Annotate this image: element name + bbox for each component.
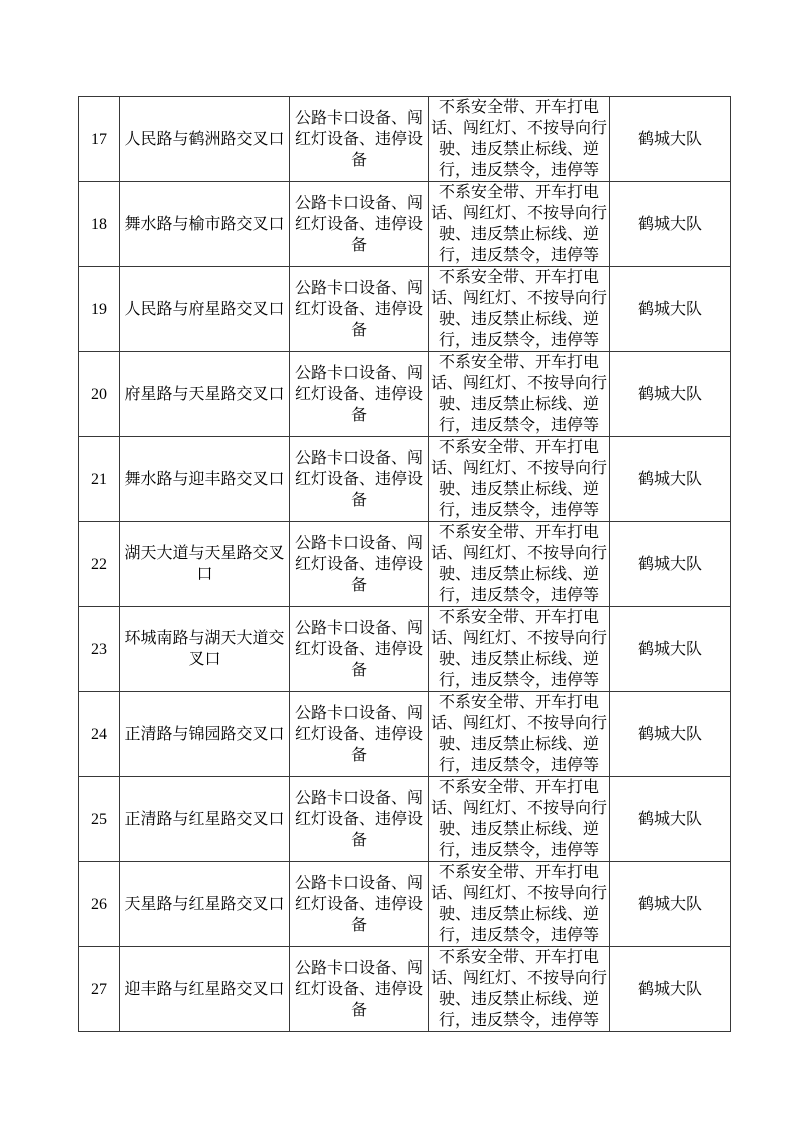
unit-cell: 鹤城大队 xyxy=(610,947,731,1032)
table-row xyxy=(79,947,731,1032)
row-number-cell: 18 xyxy=(79,182,120,267)
intersection-location-cell: 府星路与天星路交叉口 xyxy=(120,352,290,437)
equipment-cell: 公路卡口设备、闯红灯设备、违停设备 xyxy=(290,947,429,1032)
equipment-cell: 公路卡口设备、闯红灯设备、违停设备 xyxy=(290,267,429,352)
unit-cell: 鹤城大队 xyxy=(610,607,731,692)
row-number-cell: 25 xyxy=(79,777,120,862)
violations-cell: 不系安全带、开车打电话、闯红灯、不按导向行驶、违反禁止标线、逆行，违反禁令，违停等 xyxy=(429,267,610,352)
intersection-location-cell: 天星路与红星路交叉口 xyxy=(120,862,290,947)
violations-cell: 不系安全带、开车打电话、闯红灯、不按导向行驶、违反禁止标线、逆行，违反禁令，违停等 xyxy=(429,777,610,862)
equipment-cell: 公路卡口设备、闯红灯设备、违停设备 xyxy=(290,522,429,607)
row-number-cell: 23 xyxy=(79,607,120,692)
row-number-cell: 24 xyxy=(79,692,120,777)
equipment-cell: 公路卡口设备、闯红灯设备、违停设备 xyxy=(290,607,429,692)
table-row xyxy=(79,437,731,522)
table-row xyxy=(79,267,731,352)
unit-cell: 鹤城大队 xyxy=(610,862,731,947)
row-number-cell: 17 xyxy=(79,97,120,182)
unit-cell: 鹤城大队 xyxy=(610,777,731,862)
unit-cell: 鹤城大队 xyxy=(610,267,731,352)
table-row xyxy=(79,352,731,437)
unit-cell: 鹤城大队 xyxy=(610,97,731,182)
monitoring-points-table xyxy=(78,96,731,1032)
equipment-cell: 公路卡口设备、闯红灯设备、违停设备 xyxy=(290,437,429,522)
table-row xyxy=(79,607,731,692)
equipment-cell: 公路卡口设备、闯红灯设备、违停设备 xyxy=(290,777,429,862)
violations-cell: 不系安全带、开车打电话、闯红灯、不按导向行驶、违反禁止标线、逆行，违反禁令，违停等 xyxy=(429,437,610,522)
unit-cell: 鹤城大队 xyxy=(610,522,731,607)
intersection-location-cell: 迎丰路与红星路交叉口 xyxy=(120,947,290,1032)
table-row xyxy=(79,777,731,862)
equipment-cell: 公路卡口设备、闯红灯设备、违停设备 xyxy=(290,97,429,182)
equipment-cell: 公路卡口设备、闯红灯设备、违停设备 xyxy=(290,862,429,947)
violations-cell: 不系安全带、开车打电话、闯红灯、不按导向行驶、违反禁止标线、逆行，违反禁令，违停等 xyxy=(429,862,610,947)
intersection-location-cell: 人民路与鹤洲路交叉口 xyxy=(120,97,290,182)
violations-cell: 不系安全带、开车打电话、闯红灯、不按导向行驶、违反禁止标线、逆行，违反禁令，违停等 xyxy=(429,352,610,437)
row-number-cell: 21 xyxy=(79,437,120,522)
equipment-cell: 公路卡口设备、闯红灯设备、违停设备 xyxy=(290,692,429,777)
row-number-cell: 22 xyxy=(79,522,120,607)
unit-cell: 鹤城大队 xyxy=(610,182,731,267)
table-row xyxy=(79,522,731,607)
intersection-location-cell: 正清路与锦园路交叉口 xyxy=(120,692,290,777)
equipment-cell: 公路卡口设备、闯红灯设备、违停设备 xyxy=(290,352,429,437)
intersection-location-cell: 人民路与府星路交叉口 xyxy=(120,267,290,352)
row-number-cell: 27 xyxy=(79,947,120,1032)
intersection-location-cell: 舞水路与榆市路交叉口 xyxy=(120,182,290,267)
intersection-location-cell: 舞水路与迎丰路交叉口 xyxy=(120,437,290,522)
table-row xyxy=(79,182,731,267)
table-row xyxy=(79,97,731,182)
table-row xyxy=(79,862,731,947)
intersection-location-cell: 正清路与红星路交叉口 xyxy=(120,777,290,862)
violations-cell: 不系安全带、开车打电话、闯红灯、不按导向行驶、违反禁止标线、逆行，违反禁令，违停等 xyxy=(429,947,610,1032)
violations-cell: 不系安全带、开车打电话、闯红灯、不按导向行驶、违反禁止标线、逆行，违反禁令，违停等 xyxy=(429,607,610,692)
monitoring-points-table-body xyxy=(79,97,731,1032)
violations-cell: 不系安全带、开车打电话、闯红灯、不按导向行驶、违反禁止标线、逆行，违反禁令，违停等 xyxy=(429,692,610,777)
unit-cell: 鹤城大队 xyxy=(610,437,731,522)
row-number-cell: 20 xyxy=(79,352,120,437)
intersection-location-cell: 环城南路与湖天大道交叉口 xyxy=(120,607,290,692)
violations-cell: 不系安全带、开车打电话、闯红灯、不按导向行驶、违反禁止标线、逆行，违反禁令，违停等 xyxy=(429,97,610,182)
unit-cell: 鹤城大队 xyxy=(610,352,731,437)
unit-cell: 鹤城大队 xyxy=(610,692,731,777)
equipment-cell: 公路卡口设备、闯红灯设备、违停设备 xyxy=(290,182,429,267)
row-number-cell: 26 xyxy=(79,862,120,947)
violations-cell: 不系安全带、开车打电话、闯红灯、不按导向行驶、违反禁止标线、逆行，违反禁令，违停等 xyxy=(429,182,610,267)
violations-cell: 不系安全带、开车打电话、闯红灯、不按导向行驶、违反禁止标线、逆行，违反禁令，违停等 xyxy=(429,522,610,607)
row-number-cell: 19 xyxy=(79,267,120,352)
intersection-location-cell: 湖天大道与天星路交叉口 xyxy=(120,522,290,607)
table-row xyxy=(79,692,731,777)
